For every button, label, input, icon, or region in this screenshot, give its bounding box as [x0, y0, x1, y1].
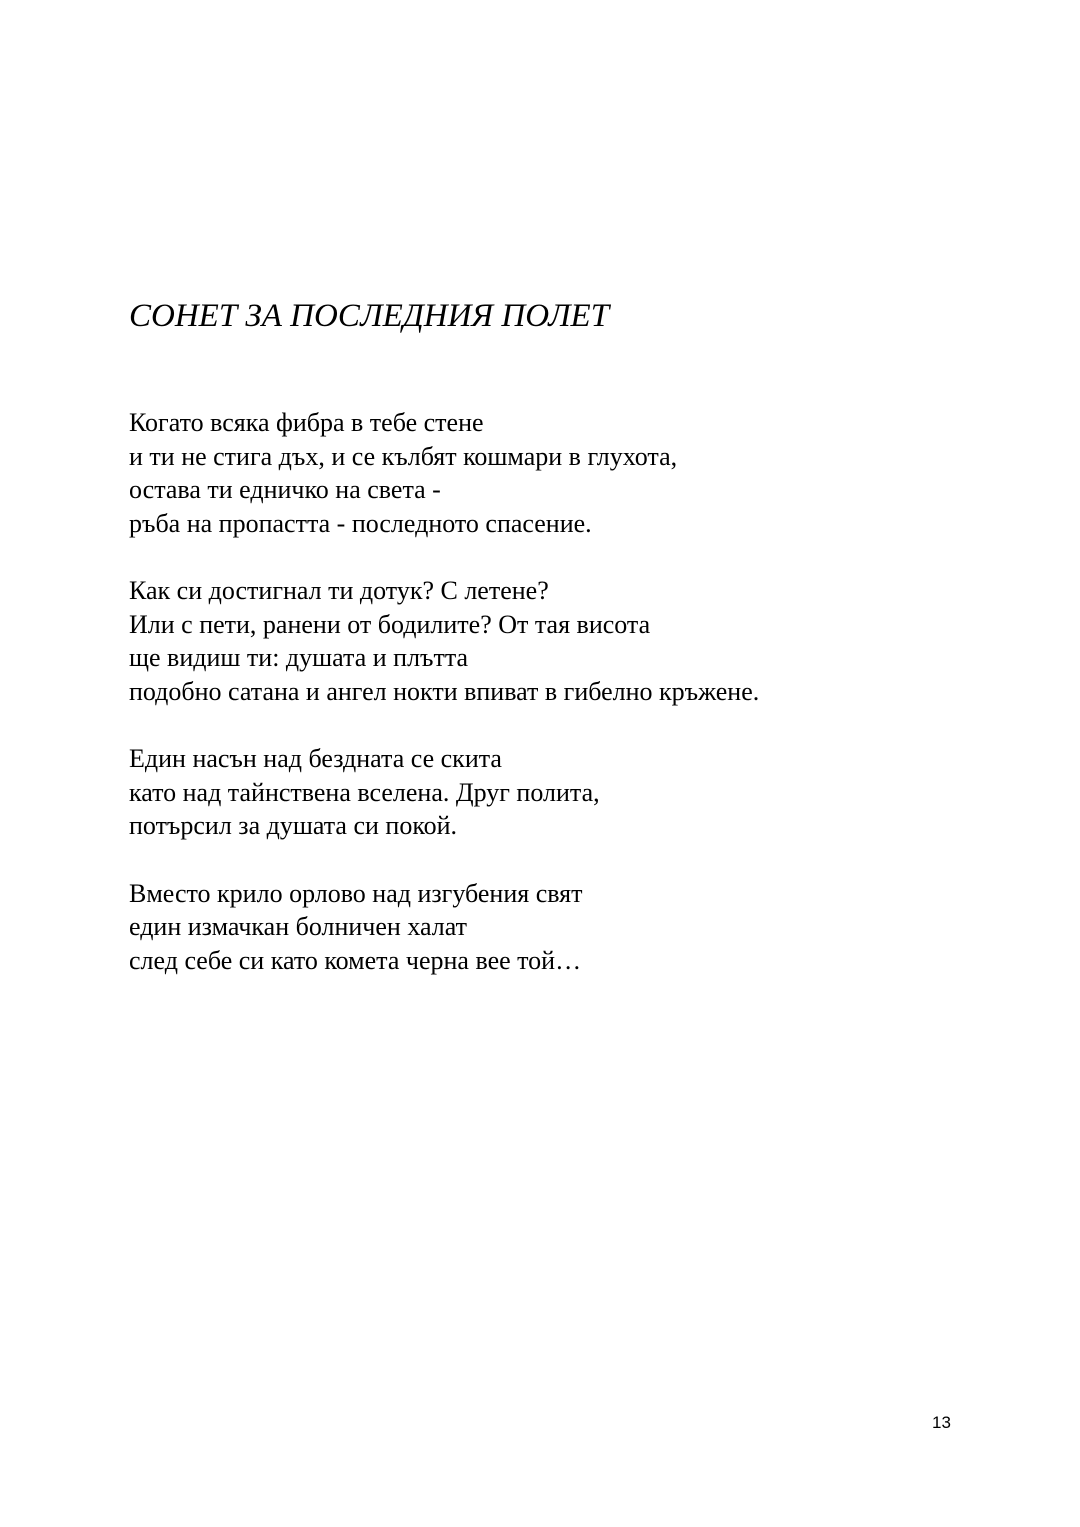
- stanza-4: [129, 877, 1029, 978]
- poem-line: потърсил за душата си покой.: [129, 811, 458, 840]
- poem-line: подобно сатана и ангел нокти впиват в гибелно кръжене.: [129, 676, 760, 706]
- stanza-2: [129, 574, 1029, 708]
- poem-line: след себе си като комета черна вее той…: [129, 945, 582, 975]
- stanza-3: [129, 742, 1029, 843]
- poem-line: Когато всяка фибра в тебе стене: [129, 408, 484, 437]
- poem-title: СОНЕТ ЗА ПОСЛЕДНИЯ ПОЛЕТ: [129, 298, 610, 334]
- poem-body: [129, 406, 1029, 977]
- page-number: 13: [932, 1413, 951, 1432]
- poem-line: и ти не стига дъх, и се кълбят кошмари в глухота,: [129, 441, 678, 471]
- poem-line: Един насън над бездната се скита: [129, 744, 502, 773]
- poem-line: Вместо крило орлово над изгубения свят: [129, 878, 583, 908]
- poem-line: като над тайнствена вселена. Друг полита,: [129, 777, 600, 807]
- poem-line: остава ти едничко на света -: [129, 475, 441, 504]
- poem-line: ще видиш ти: душата и плътта: [129, 643, 469, 672]
- poem-line: един измачкан болничен халат: [129, 912, 467, 941]
- stanza-1: [129, 406, 1029, 540]
- poem-line: ръба на пропастта - последното спасение.: [129, 508, 592, 538]
- poem-line: Или с пети, ранени от бодилите? От тая висота: [129, 609, 651, 639]
- poem-line: Как си достигнал ти дотук? С летене?: [129, 576, 549, 605]
